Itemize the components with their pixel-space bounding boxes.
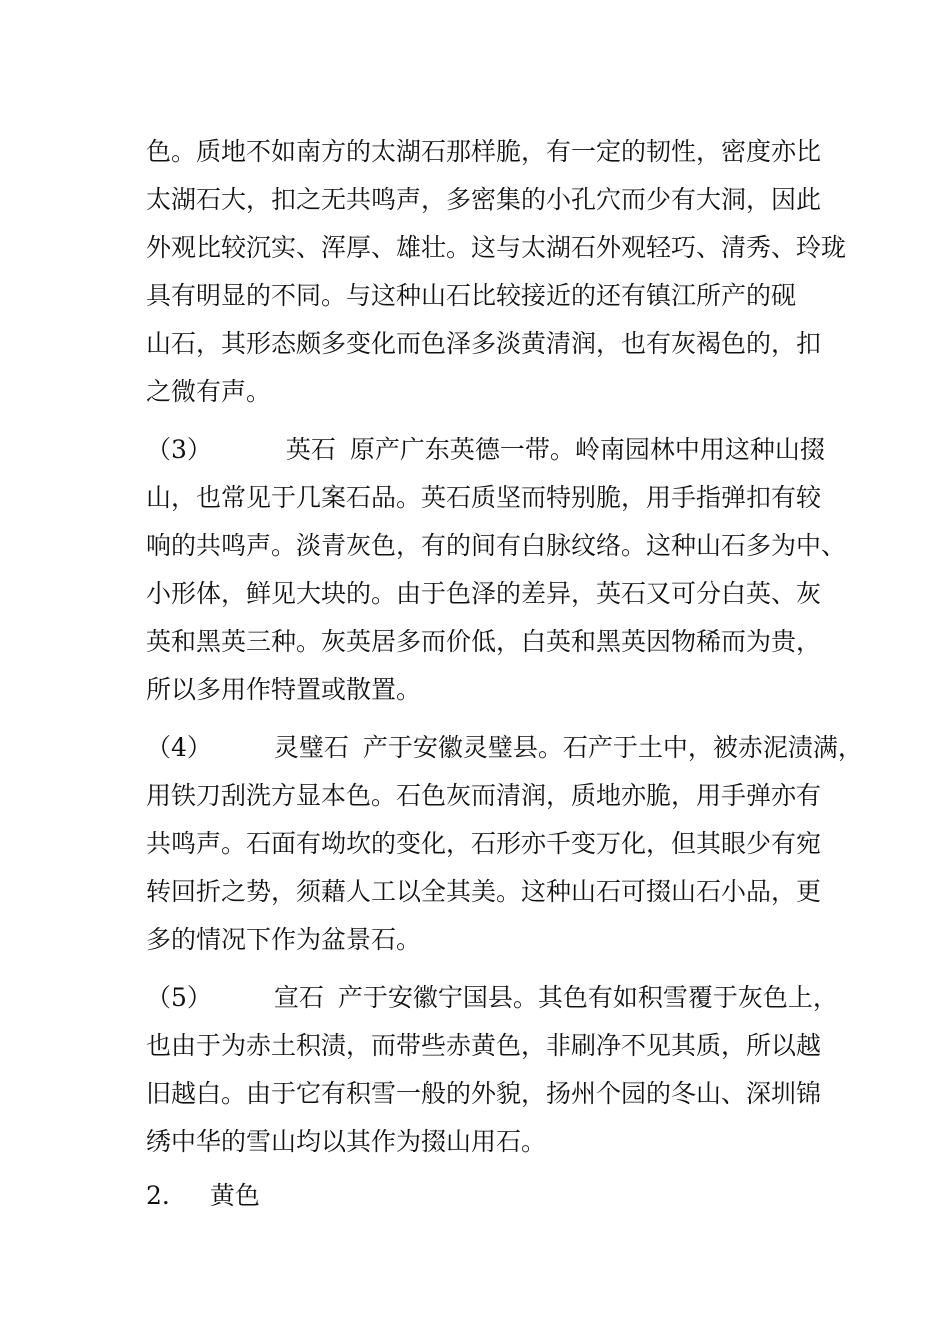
- text-line: 共鸣声。石面有坳坎的变化，石形亦千变万化，但其眼少有宛: [146, 829, 822, 858]
- text-line: 用铁刀刮洗方显本色。石色灰而清润，质地亦脆，用手弹亦有: [146, 781, 822, 810]
- list-number: （3）: [146, 435, 212, 464]
- text-line: 小形体，鲜见大块的。由于色泽的差异，英石又可分白英、灰: [146, 579, 822, 608]
- text-line: 多的情况下作为盆景石。: [146, 925, 422, 954]
- text-line: 山石，其形态颇多变化而色泽多淡黄清润，也有灰褐色的，扣: [146, 329, 822, 358]
- list-item-5-first-line: [146, 982, 838, 1014]
- list-number: （4）: [146, 733, 212, 762]
- heading-title: 黄色: [209, 1181, 260, 1210]
- text-line: 绣中华的雪山均以其作为掇山用石。: [146, 1127, 547, 1156]
- text-line: 转回折之势，须藉人工以全其美。这种山石可掇山石小品，更: [146, 877, 822, 906]
- section-heading: [146, 1180, 260, 1212]
- text-line: 之微有声。: [146, 377, 272, 406]
- text-line: 具有明显的不同。与这种山石比较接近的还有镇江所产的砚: [146, 281, 797, 310]
- text-line: 响的共鸣声。淡青灰色，有的间有白脉纹络。这种山石多为中、: [146, 531, 847, 560]
- list-number: （5）: [146, 983, 212, 1012]
- text-run: 产于安徽灵璧县。石产于土中，被赤泥渍满，: [362, 733, 863, 762]
- list-item-3-first-line: [146, 434, 825, 466]
- stone-name: 英石: [285, 435, 336, 464]
- text-line: 外观比较沉实、浑厚、雄壮。这与太湖石外观轻巧、清秀、玲珑: [146, 233, 847, 262]
- text-run: 原产广东英德一带。岭南园林中用这种山掇: [349, 435, 825, 464]
- text-line: 旧越白。由于它有积雪一般的外貌，扬州个园的冬山、深圳锦: [146, 1079, 822, 1108]
- text-line: 也由于为赤土积渍，而带些赤黄色，非刷净不见其质，所以越: [146, 1031, 822, 1060]
- text-line: 色。质地不如南方的太湖石那样脆，有一定的韧性，密度亦比: [146, 137, 822, 166]
- text-line: 山，也常见于几案石品。英石质坚而特别脆，用手指弹扣有较: [146, 483, 822, 512]
- text-line: 英和黑英三种。灰英居多而价低，白英和黑英因物稀而为贵，: [146, 627, 822, 656]
- stone-name: 宣石: [273, 983, 324, 1012]
- text-line: 太湖石大，扣之无共鸣声，多密集的小孔穴而少有大洞，因此: [146, 185, 822, 214]
- heading-number: 2.: [146, 1181, 170, 1210]
- stone-name: 灵璧石: [273, 733, 349, 762]
- text-run: 产于安徽宁国县。其色有如积雪覆于灰色上，: [337, 983, 838, 1012]
- text-line: 所以多用作特置或散置。: [146, 675, 422, 704]
- list-item-4-first-line: [146, 732, 863, 764]
